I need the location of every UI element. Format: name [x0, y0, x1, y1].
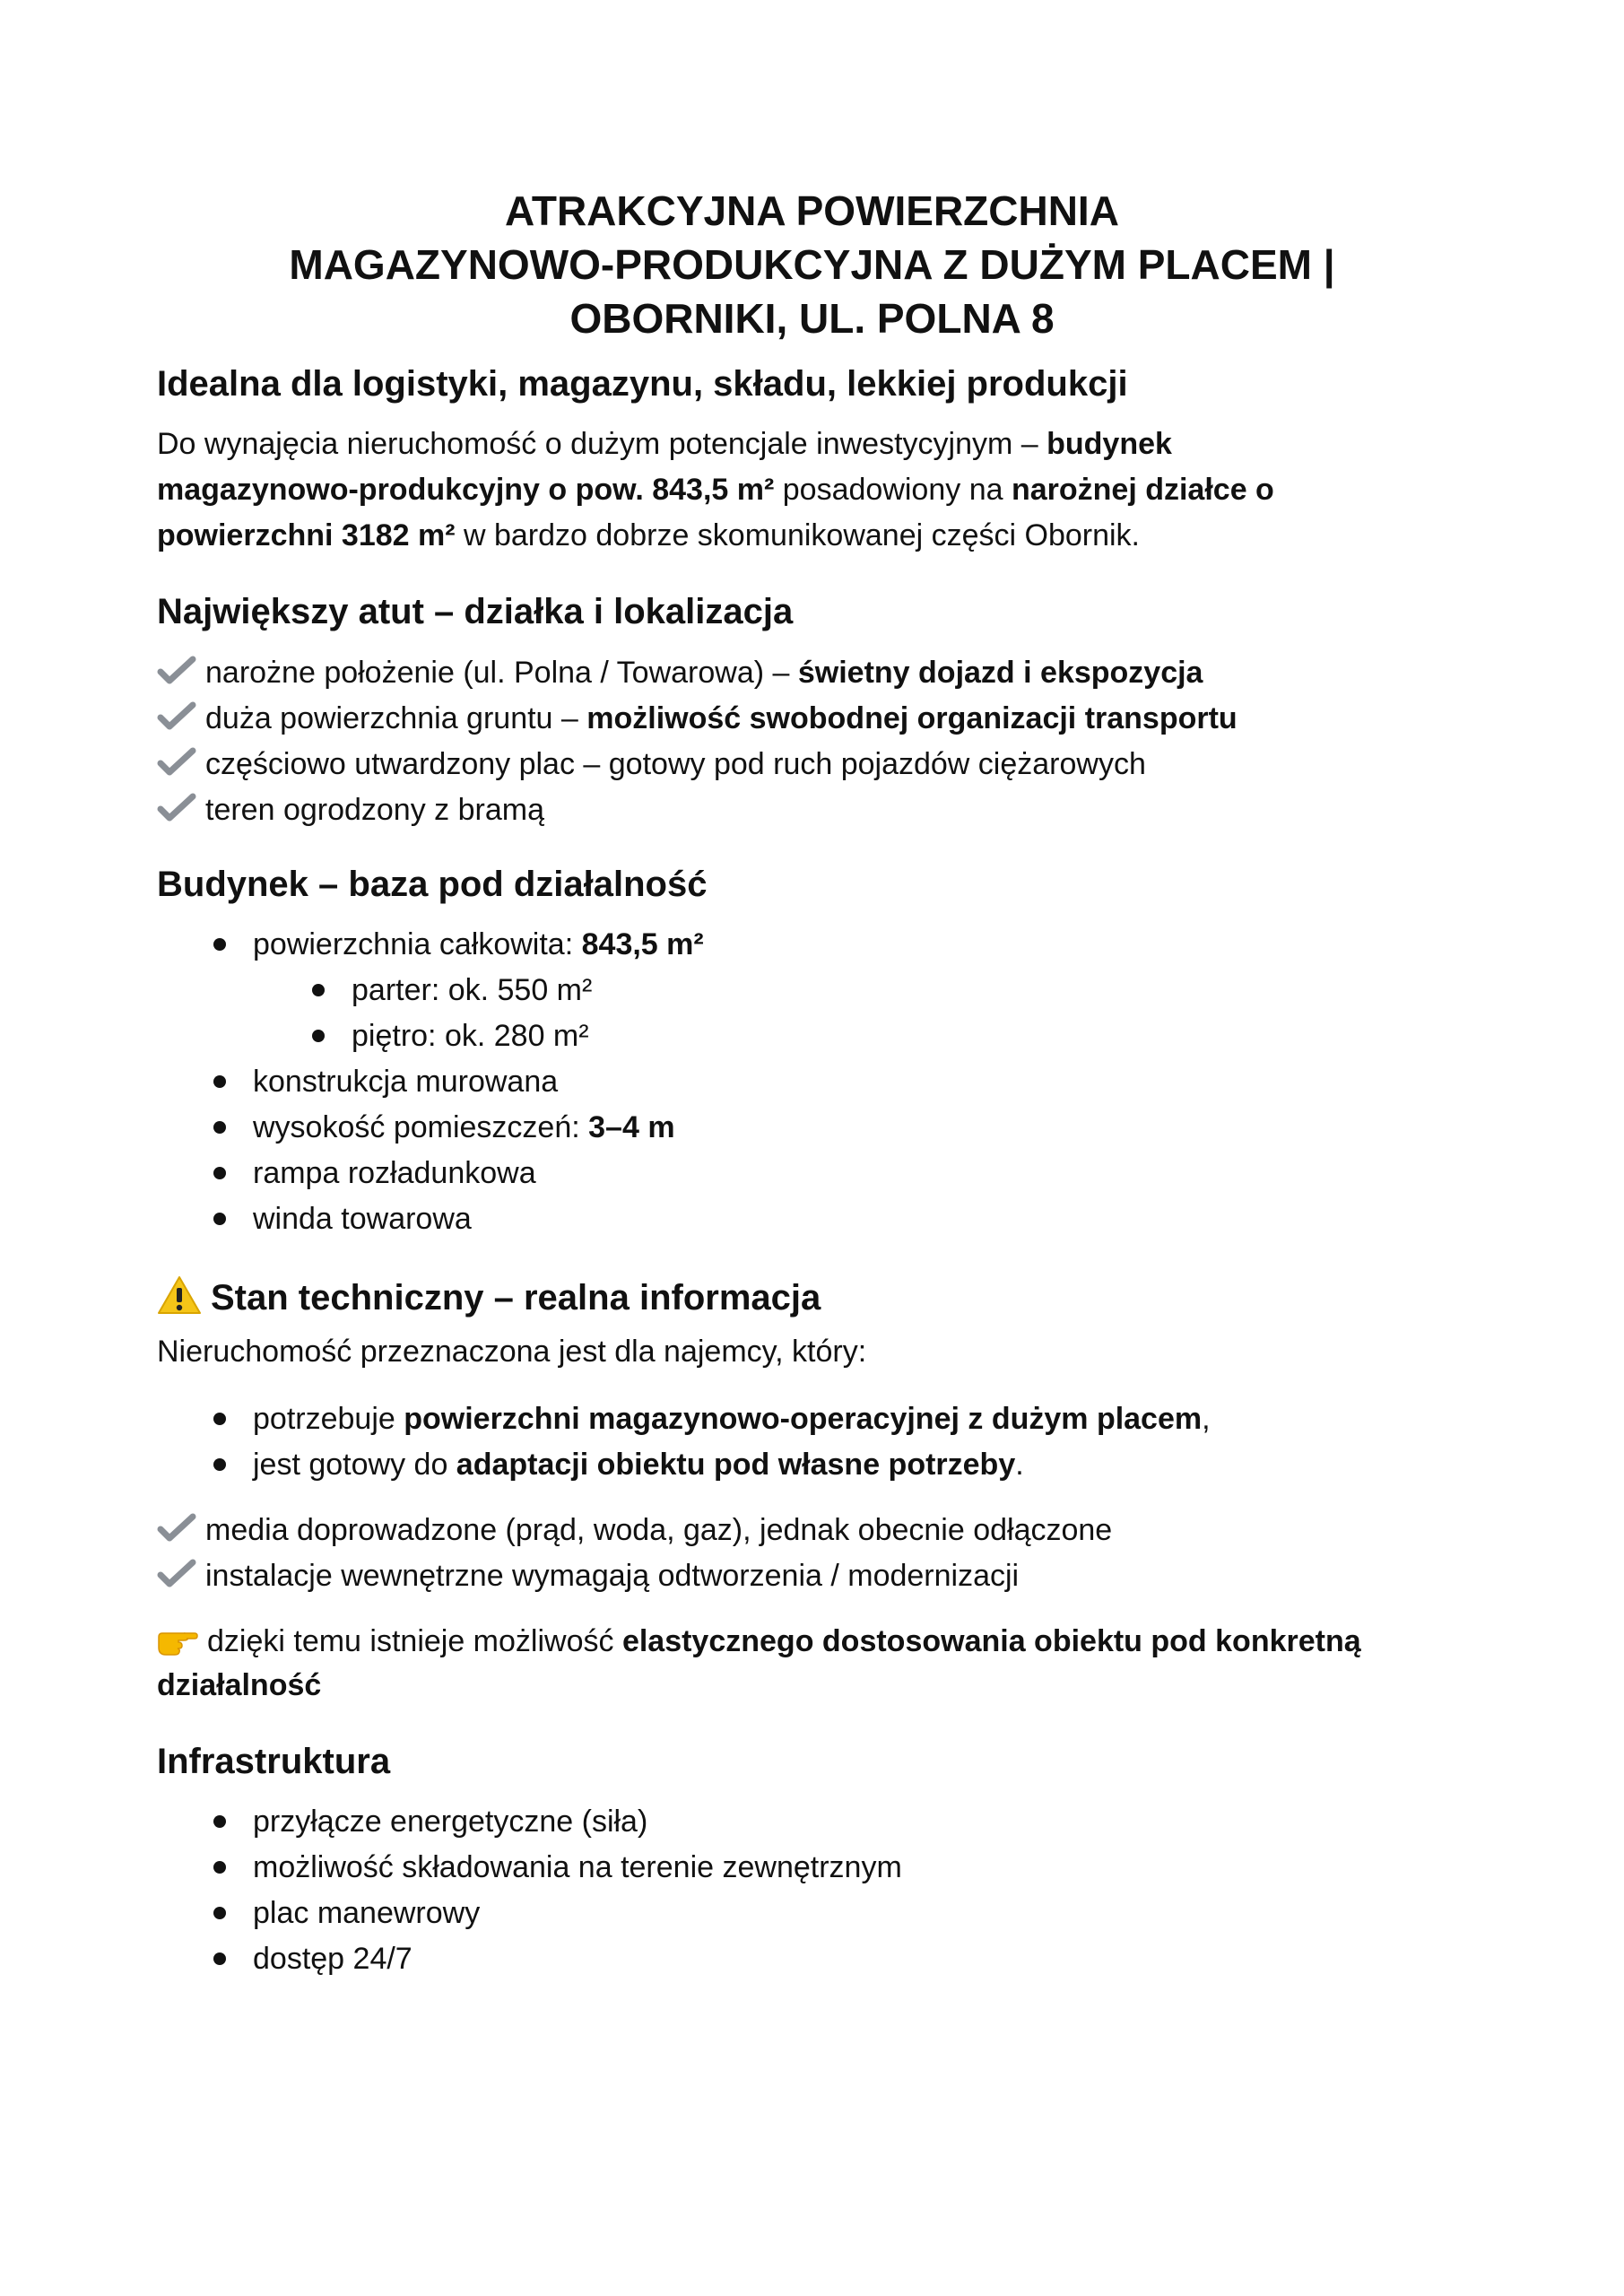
bullet-icon — [213, 1213, 226, 1225]
check-mark-icon — [157, 1559, 198, 1589]
infra-heading: Infrastruktura — [157, 1742, 391, 1781]
intro-bold: budynek — [1046, 427, 1172, 461]
intro-text: posadowiony na — [774, 473, 1012, 507]
atut-item — [157, 656, 1203, 688]
atut-item — [157, 747, 1146, 779]
budynek-subitem: parter: ok. 550 m² — [352, 973, 593, 1007]
bullet-icon — [213, 1458, 226, 1471]
check-mark-icon — [157, 793, 198, 823]
pointing-hand-icon — [157, 1624, 198, 1657]
page-title-line-2: MAGAZYNOWO-PRODUKCYJNA Z DUŻYM PLACEM | — [289, 241, 1335, 288]
infra-item: plac manewrowy — [253, 1896, 481, 1930]
atut-item-text: częściowo utwardzony plac – gotowy pod ruch pojazdów ciężarowych — [205, 747, 1146, 781]
budynek-subitem: piętro: ok. 280 m² — [352, 1019, 589, 1053]
stan-item — [253, 1404, 1211, 1434]
stan-item-text: potrzebuje — [253, 1402, 404, 1436]
stan-check-item — [157, 1559, 1019, 1591]
stan-heading — [157, 1275, 821, 1316]
intro-text-line-1 — [157, 429, 1172, 459]
budynek-item — [253, 1112, 675, 1143]
atut-item — [157, 793, 544, 825]
budynek-item-bold: 3–4 m — [588, 1110, 675, 1144]
stan-note-bold: elastycznego dostosowania obiektu pod konkretną — [621, 1624, 1361, 1658]
stan-heading-text: Stan techniczny – realna informacja — [211, 1278, 821, 1318]
bullet-icon — [213, 1075, 226, 1088]
warning-icon — [157, 1275, 202, 1315]
infra-item: możliwość składowania na terenie zewnętrznym — [253, 1850, 902, 1884]
atut-item — [157, 701, 1238, 734]
stan-item-bold: adaptacji obiektu pod własne potrzeby — [456, 1448, 1016, 1482]
atut-item-bold: możliwość swobodnej organizacji transportu — [586, 701, 1238, 735]
budynek-heading: Budynek – baza pod działalność — [157, 865, 708, 904]
bullet-icon — [213, 1952, 226, 1965]
bullet-icon — [312, 984, 325, 996]
intro-bold: powierzchni 3182 m² — [157, 518, 456, 552]
budynek-item: konstrukcja murowana — [253, 1065, 559, 1099]
page-title-line-1: ATRAKCYJNA POWIERZCHNIA — [505, 187, 1119, 234]
page-title-line-3: OBORNIKI, UL. POLNA 8 — [569, 295, 1055, 342]
stan-note-line-1 — [157, 1624, 1361, 1657]
atut-heading: Największy atut – działka i lokalizacja — [157, 592, 794, 631]
intro-text: Do wynajęcia nieruchomość o dużym potencjale inwestycyjnym – — [157, 427, 1047, 461]
bullet-icon — [213, 938, 226, 951]
budynek-item — [253, 929, 704, 960]
stan-check-text: instalacje wewnętrzne wymagają odtworzenia / modernizacji — [205, 1559, 1020, 1593]
stan-item — [253, 1449, 1024, 1480]
budynek-item: winda towarowa — [253, 1202, 472, 1236]
bullet-icon — [312, 1030, 325, 1042]
budynek-item-text: wysokość pomieszczeń: — [253, 1110, 589, 1144]
atut-item-text: teren ogrodzony z bramą — [205, 793, 544, 827]
stan-check-item — [157, 1513, 1112, 1545]
budynek-item-bold: 843,5 m² — [581, 927, 704, 961]
stan-item-bold: powierzchni magazynowo-operacyjnej z dużym placem — [404, 1402, 1203, 1436]
bullet-icon — [213, 1121, 226, 1134]
stan-intro: Nieruchomość przeznaczona jest dla najemcy, który: — [157, 1335, 867, 1369]
atut-item-bold: świetny dojazd i ekspozycja — [797, 656, 1203, 690]
stan-note-bold: działalność — [157, 1668, 322, 1702]
bullet-icon — [213, 1413, 226, 1425]
bullet-icon — [213, 1861, 226, 1874]
check-mark-icon — [157, 701, 198, 732]
budynek-item-text: powierzchnia całkowita: — [253, 927, 582, 961]
intro-bold: magazynowo-produkcyjny o pow. 843,5 m² — [157, 473, 775, 507]
bullet-icon — [213, 1907, 226, 1919]
infra-item: przyłącze energetyczne (siła) — [253, 1805, 648, 1839]
stan-item-text: , — [1202, 1402, 1211, 1436]
stan-item-text: . — [1015, 1448, 1024, 1482]
intro-bold: narożnej działce o — [1011, 473, 1274, 507]
infra-item: dostęp 24/7 — [253, 1942, 413, 1976]
stan-note-text: dzięki temu istnieje możliwość — [207, 1624, 622, 1658]
intro-heading: Idealna dla logistyki, magazynu, składu, lekkiej produkcji — [157, 364, 1128, 404]
check-mark-icon — [157, 656, 198, 686]
intro-text-line-3 — [157, 520, 1140, 551]
atut-item-text: narożne położenie (ul. Polna / Towarowa) – — [205, 656, 798, 690]
intro-text: w bardzo dobrze skomunikowanej części Obornik. — [455, 518, 1141, 552]
bullet-icon — [213, 1815, 226, 1828]
intro-text-line-2 — [157, 474, 1274, 505]
bullet-icon — [213, 1167, 226, 1179]
check-mark-icon — [157, 1513, 198, 1544]
atut-item-text: duża powierzchnia gruntu – — [205, 701, 587, 735]
budynek-item: rampa rozładunkowa — [253, 1156, 536, 1190]
check-mark-icon — [157, 747, 198, 778]
stan-item-text: jest gotowy do — [253, 1448, 456, 1482]
stan-note-line-2 — [157, 1670, 321, 1700]
stan-check-text: media doprowadzone (prąd, woda, gaz), jednak obecnie odłączone — [205, 1513, 1113, 1547]
